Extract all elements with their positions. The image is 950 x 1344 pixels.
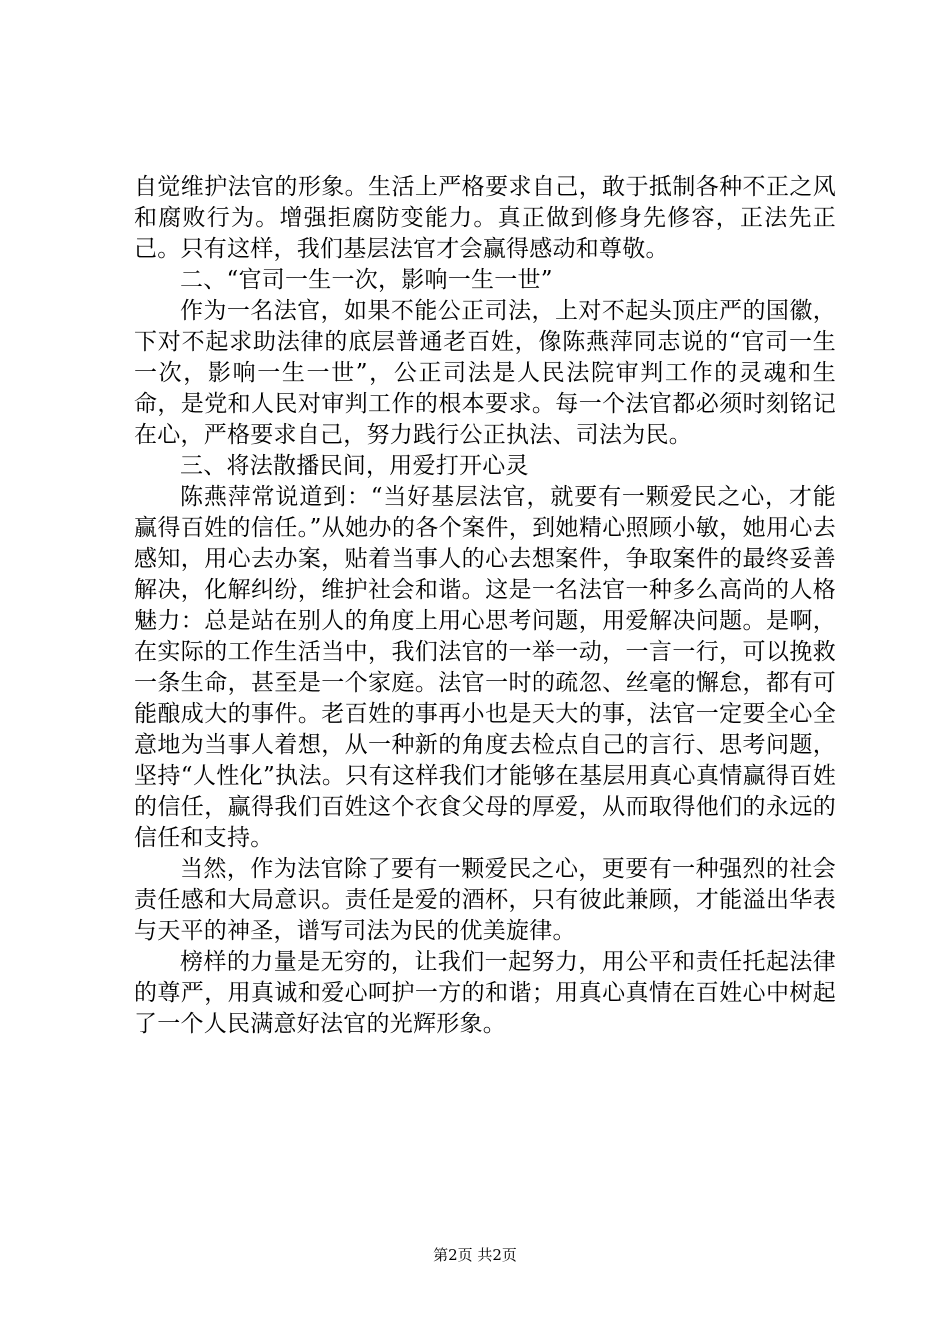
- paragraph-love-people: 陈燕萍常说道到：“当好基层法官，就要有一颗爱民之心，才能赢得百姓的信任。”从她办的各个案件，到她精心照顾小敏，她用心去感知，用心去办案，贴着当事人的心去想案件，争取案件的最终妥善解决，化解纠纷，维护社会和谐。这是一名法官一种多么高尚的人格魅力：总是站在别人的角度上用心思考问题，用爱解决问题。是啊，在实际的工作生活当中，我们法官的一举一动，一言一行，可以挽救一条生命，甚至是一个家庭。法官一时的疏忽、丝毫的懈怠，都有可能酿成大的事件。老百姓的事再小也是天大的事，法官一定要全心全意地为当事人着想，从一种新的角度去检点自己的言行、思考问题，坚持“人性化”执法。只有这样我们才能够在基层用真心真情赢得百姓的信任，赢得我们百姓这个衣食父母的厚爱，从而取得他们的永远的信任和支持。: [134, 484, 836, 851]
- paragraph-continuation: 自觉维护法官的形象。生活上严格要求自己，敢于抵制各种不正之风和腐败行为。增强拒腐防变能力。真正做到修身先修容，正法先正己。只有这样，我们基层法官才会赢得感动和尊敬。: [134, 174, 836, 262]
- page-footer: 第2页 共2页: [433, 1246, 517, 1264]
- paragraph-responsibility: 当然，作为法官除了要有一颗爱民之心，更要有一种强烈的社会责任感和大局意识。责任是爱的酒杯，只有彼此兼顾，才能溢出华表与天平的神圣，谱写司法为民的优美旋律。: [134, 856, 836, 944]
- document-body: [134, 172, 836, 1040]
- paragraph-conclusion: 榜样的力量是无穷的，让我们一起努力，用公平和责任托起法律的尊严，用真诚和爱心呵护一方的和谐；用真心真情在百姓心中树起了一个人民满意好法官的光辉形象。: [134, 949, 836, 1037]
- paragraph-fair-justice: 作为一名法官，如果不能公正司法，上对不起头顶庄严的国徽，下对不起求助法律的底层普通老百姓，像陈燕萍同志说的“官司一生一次，影响一生一世”，公正司法是人民法院审判工作的灵魂和生命，是党和人民对审判工作的根本要求。每一个法官都必须时刻铭记在心，严格要求自己，努力践行公正执法、司法为民。: [134, 298, 836, 448]
- section-heading-3: 三、将法散播民间，用爱打开心灵: [180, 453, 529, 479]
- section-heading-2: 二、“官司一生一次，影响一生一世”: [180, 267, 553, 293]
